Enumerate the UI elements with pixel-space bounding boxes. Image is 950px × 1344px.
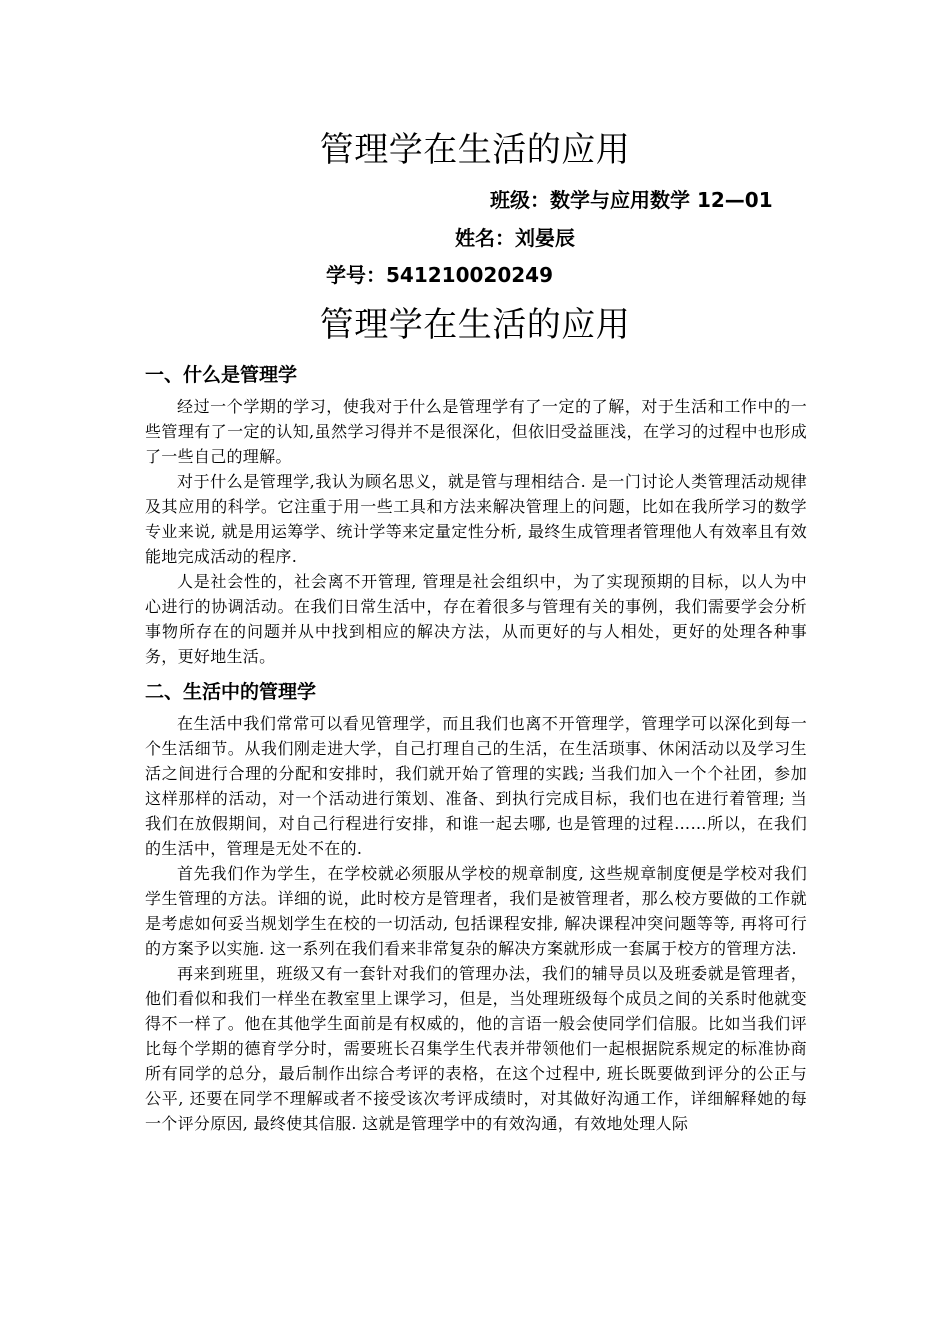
student-name: 姓名：刘晏辰 bbox=[455, 226, 575, 250]
paragraph: 经过一个学期的学习，使我对于什么是管理学有了一定的了解，对于生活和工作中的一些管理有了一定的认知,虽然学习得并不是很深化，但依旧受益匪浅，在学习的过程中也形成了一些自己的理解。 bbox=[145, 397, 807, 466]
paragraph: 在生活中我们常常可以看见管理学，而且我们也离不开管理学，管理学可以深化到每一个生活细节。从我们刚走进大学，自己打理自己的生活，在生活琐事、休闲活动以及学习生活之间进行合理的分配和安排时，我们就开始了管理的实践; 当我们加入一个个社团，参加这样那样的活动，对一个活动进行策划、准备、到执行完成目标，我们也在进行着管理; 当我们在放假期间，对自己行程进行安排，和谁一起去哪, 也是管理的过程……所以，在我们的生活中，管理是无处不在的. bbox=[145, 714, 807, 858]
section-management-in-life bbox=[145, 679, 807, 1136]
class-info: 班级：数学与应用数学 12—01 bbox=[490, 188, 773, 212]
paragraph: 人是社会性的，社会离不开管理, 管理是社会组织中，为了实现预期的目标，以人为中心进行的协调活动。在我们日常生活中，存在着很多与管理有关的事例，我们需要学会分析事物所存在的问题并从中找到相应的解决方法，从而更好的与人相处，更好的处理各种事务，更好地生活。 bbox=[145, 572, 807, 666]
paragraph: 对于什么是管理学,我认为顾名思义，就是管与理相结合. 是一门讨论人类管理活动规律及其应用的科学。它注重于用一些工具和方法来解决管理上的问题，比如在我所学习的数学专业来说, 就是用运筹学、统计学等来定量定性分析, 最终生成管理者管理他人有效率且有效能地完成活动的程序. bbox=[145, 472, 807, 566]
section-heading: 一、什么是管理学 bbox=[145, 364, 298, 386]
section-what-is-management bbox=[145, 362, 807, 669]
document-subtitle: 管理学在生活的应用 bbox=[319, 305, 631, 345]
document-body bbox=[145, 358, 807, 1136]
paragraph: 首先我们作为学生，在学校就必须服从学校的规章制度, 这些规章制度便是学校对我们学生管理的方法。详细的说，此时校方是管理者，我们是被管理者，那么校方要做的工作就是考虑如何妥当规划学生在校的一切活动, 包括课程安排, 解决课程冲突问题等等, 再将可行的方案予以实施. 这一系列在我们看来非常复杂的解决方案就形成一套属于校方的管理方法. bbox=[145, 864, 807, 958]
student-id: 学号：541210020249 bbox=[326, 263, 553, 287]
document-title: 管理学在生活的应用 bbox=[319, 130, 631, 170]
section-heading: 二、生活中的管理学 bbox=[145, 681, 317, 703]
paragraph: 再来到班里，班级又有一套针对我们的管理办法，我们的辅导员以及班委就是管理者，他们看似和我们一样坐在教室里上课学习，但是，当处理班级每个成员之间的关系时他就变得不一样了。他在其他学生面前是有权威的，他的言语一般会使同学们信服。比如当我们评比每个学期的德育学分时，需要班长召集学生代表并带领他们一起根据院系规定的标准协商所有同学的总分，最后制作出综合考评的表格，在这个过程中, 班长既要做到评分的公正与公平, 还要在同学不理解或者不接受该次考评成绩时，对其做好沟通工作，详细解释她的每一个评分原因, 最终使其信服. 这就是管理学中的有效沟通，有效地处理人际 bbox=[145, 964, 807, 1133]
